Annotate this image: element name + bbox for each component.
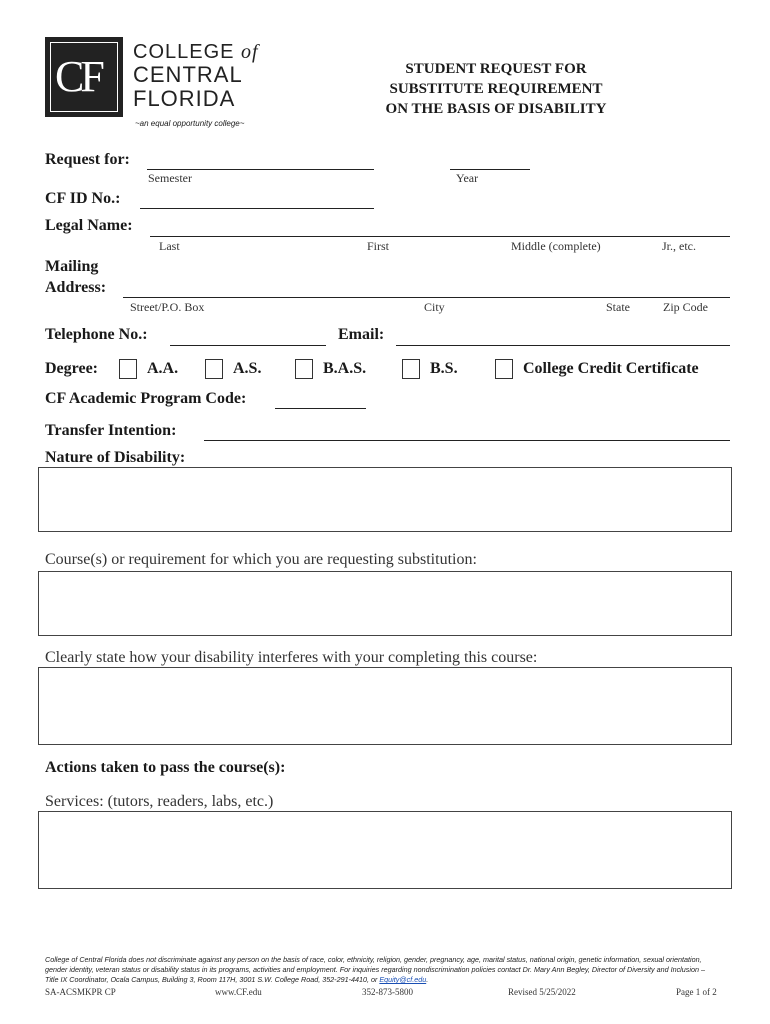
notice-line-3-end: . [426, 975, 429, 984]
website: www.CF.edu [215, 987, 262, 997]
interferes-prompt: Clearly state how your disability interferes with your completing this course: [45, 649, 538, 666]
aa-checkbox[interactable] [119, 359, 137, 379]
interferes-textarea[interactable] [38, 667, 732, 745]
degree-label: Degree: [45, 360, 98, 377]
nondiscrimination-notice [45, 955, 735, 985]
telephone-field[interactable] [170, 345, 326, 346]
courses-prompt: Course(s) or requirement for which you are requesting substitution: [45, 551, 477, 568]
nature-textarea[interactable] [38, 467, 732, 532]
email-field[interactable] [396, 345, 730, 346]
logo-florida-text: FLORIDA [133, 86, 236, 111]
legal-name-label: Legal Name: [45, 217, 133, 234]
logo-college-text: COLLEGE [133, 41, 242, 63]
city-caption: City [424, 300, 445, 314]
bas-option: B.A.S. [323, 360, 367, 377]
legal-name-field[interactable] [150, 236, 730, 237]
semester-field[interactable] [147, 169, 374, 170]
jr-caption: Jr., etc. [662, 239, 696, 253]
ccc-checkbox[interactable] [495, 359, 513, 379]
phone-number: 352-873-5800 [362, 987, 413, 997]
program-code-field[interactable] [275, 408, 366, 409]
telephone-label: Telephone No.: [45, 326, 148, 343]
logo-monogram-box [45, 37, 123, 117]
as-checkbox[interactable] [205, 359, 223, 379]
form-code: SA-ACSMKPR CP [45, 987, 116, 997]
last-caption: Last [159, 239, 180, 253]
logo-tagline: ~an equal opportunity college~ [135, 119, 245, 128]
logo-of-text: of [241, 41, 259, 63]
cf-id-field[interactable] [140, 208, 374, 209]
year-caption: Year [456, 171, 479, 185]
transfer-label: Transfer Intention: [45, 422, 177, 439]
courses-textarea[interactable] [38, 571, 732, 636]
address-field[interactable] [123, 297, 730, 298]
notice-line-1: College of Central Florida does not discriminate against any person on the basis of race, color, ethnicity, religion, gender, pregnancy, age, marital status, national origin, genetic information, sexual orientation, [45, 955, 702, 964]
first-caption: First [367, 239, 390, 253]
title-line-2: SUBSTITUTE REQUIREMENT [389, 81, 603, 97]
logo-central-text: CENTRAL [133, 62, 243, 87]
bs-option: B.S. [430, 360, 458, 377]
logo-monogram: CF [55, 52, 101, 101]
aa-option: A.A. [147, 360, 179, 377]
address-label: Address: [45, 279, 107, 296]
street-caption: Street/P.O. Box [130, 300, 205, 314]
state-caption: State [606, 300, 630, 314]
services-prompt: Services: (tutors, readers, labs, etc.) [45, 793, 274, 810]
cf-id-label: CF ID No.: [45, 190, 121, 207]
as-option: A.S. [233, 360, 262, 377]
middle-caption: Middle (complete) [511, 239, 601, 253]
logo-wordmark [133, 41, 259, 111]
request-for-label: Request for: [45, 151, 130, 168]
revision-date: Revised 5/25/2022 [508, 987, 576, 997]
mailing-label: Mailing [45, 258, 99, 275]
college-logo [45, 37, 267, 129]
form-title [340, 59, 652, 119]
notice-line-3: Title IX Coordinator, Ocala Campus, Building 3, Room 117H, 3001 S.W. College Road, 352-291-4410, or [45, 975, 380, 984]
title-line-1: STUDENT REQUEST FOR [405, 61, 587, 77]
ccc-option: College Credit Certificate [523, 360, 699, 377]
year-field[interactable] [450, 169, 530, 170]
page-number: Page 1 of 2 [676, 987, 717, 997]
equity-email-link[interactable]: Equity@cf.edu [379, 975, 427, 984]
nature-label: Nature of Disability: [45, 449, 186, 466]
bs-checkbox[interactable] [402, 359, 420, 379]
title-line-3: ON THE BASIS OF DISABILITY [385, 101, 607, 117]
semester-caption: Semester [148, 171, 192, 185]
email-label: Email: [338, 326, 385, 343]
program-code-label: CF Academic Program Code: [45, 390, 247, 407]
zip-caption: Zip Code [663, 300, 708, 314]
bas-checkbox[interactable] [295, 359, 313, 379]
actions-label: Actions taken to pass the course(s): [45, 759, 286, 776]
notice-line-2: gender identity, veteran status or disability status in its programs, activities and employment. For inquiries regarding nondiscrimination policies contact Dr. Mary Ann Begley, Director of Diversity and Inclusion – [45, 965, 705, 974]
transfer-field[interactable] [204, 440, 730, 441]
services-textarea[interactable] [38, 811, 732, 889]
